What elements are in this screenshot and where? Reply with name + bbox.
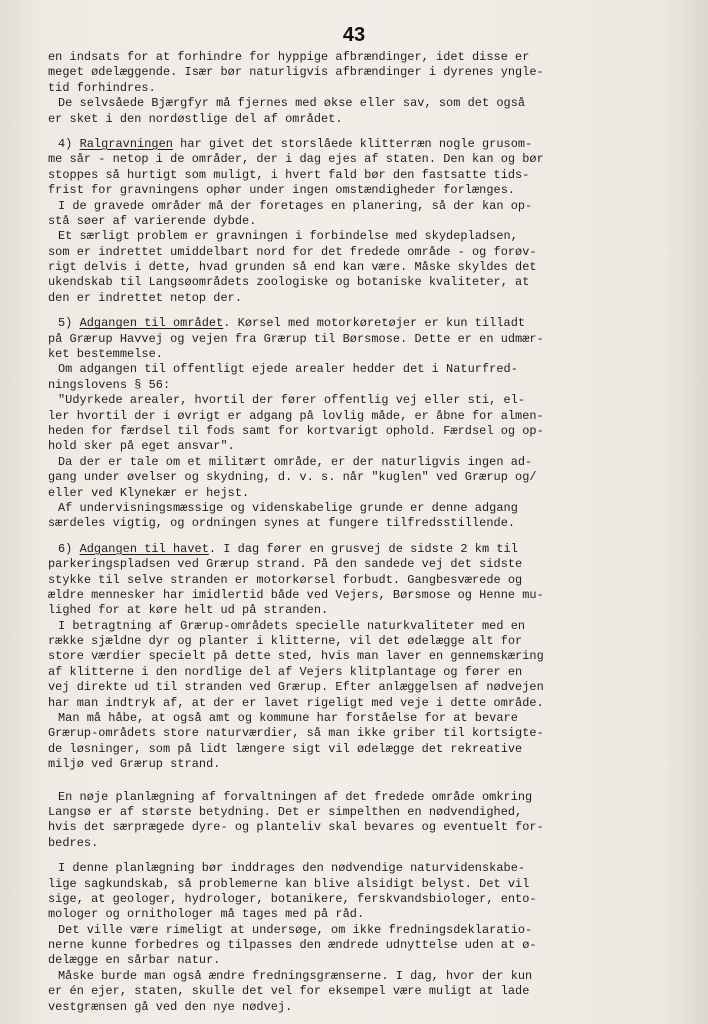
text-line: har man indtryk af, at der er lavet rigeligt med veje i dette område. [48, 695, 544, 710]
text-line: hvis det særprægede dyre- og planteliv skal bevares og eventuelt for- [48, 820, 544, 835]
text-line: eller ved Klynekær er hejst. [48, 485, 250, 500]
text-line: parkeringspladsen ved Grærup strand. På den sandede vej det sidste [48, 557, 523, 572]
text-line: gang under øvelser og skydning, d. v. s. når "kuglen" ved Grærup og/ [48, 470, 537, 485]
text-line: nerne kunne forbedres og tilpasses den ændrede udnyttelse uden at ø- [48, 938, 537, 953]
text-line: lighed for at køre helt ud på stranden. [48, 603, 329, 618]
text-line: De selvsåede Bjærgfyr må fjernes med økse eller sav, som det også [58, 96, 526, 111]
text-line: på Grærup Havvej og vejen fra Grærup til Børsmose. Dette er en udmær- [48, 331, 544, 346]
text-line: I de gravede områder må der foretages en planering, så der kan op- [58, 198, 533, 213]
text-line: rigt delvis i dette, hvad grunden så end kan være. Måske skyldes det [48, 260, 537, 275]
text-line: række sjældne dyr og planter i klitterne, vil det ødelægge alt for [48, 634, 523, 649]
section-5-heading-line: 5) Adgangen til området. Kørsel med motorkøretøjer er kun tilladt [58, 316, 526, 331]
text-line: den er indrettet netop der. [48, 290, 243, 305]
text-line: er sket i den nordøstlige del af området. [48, 111, 343, 126]
quote-line: hold sker på eget ansvar". [48, 439, 235, 454]
text-line: Af undervisningsmæssige og videnskabelige grunde er denne adgang [58, 500, 518, 515]
text-line: af klitterne i den nordlige del af Vejers klitplantage og fører en [48, 664, 523, 679]
text-line: Langsø er af største betydning. Det er simpelthen en nødvendighed, [48, 804, 523, 819]
text-line: stykke til selve stranden er motorkørsel forbudt. Gangbesværede og [48, 572, 523, 587]
text-line: vej direkte ud til stranden ved Grærup. Efter anlæggelsen af nødvejen [48, 680, 544, 695]
text-line: stå søer af varierende dybde. [48, 213, 257, 228]
text-line: Man må håbe, at også amt og kommune har forståelse for at bevare [58, 711, 518, 726]
section-4-heading-line: 4) Ralgravningen har givet det storslåede klitterræn nogle grusom- [58, 136, 533, 151]
text-line: En nøje planlægning af forvaltningen af det fredede område omkring [58, 789, 533, 804]
text-line: Et særligt problem er gravningen i forbindelse med skydepladsen, [58, 229, 518, 244]
text-line: stoppes så hurtigt som muligt, i hvert fald bør den fastsatte tids- [48, 167, 530, 182]
text-line: frist for gravningens ophør under ingen omstændigheder forlænges. [48, 183, 516, 198]
text-line: miljø ved Grærup strand. [48, 757, 221, 772]
text-line: ukendskab til Langsøområdets zoologiske og botaniske kvaliteter, at [48, 275, 530, 290]
quote-line: ler hvortil der i øvrigt er adgang på lovlig måde, er åbne for almen- [48, 408, 544, 423]
text-line: Da der er tale om et militært område, er der naturligvis ingen ad- [58, 454, 533, 469]
text-line: store værdier specielt på dette sted, hvis man laver en gennemskæring [48, 649, 544, 664]
text-line: I denne planlægning bør inddrages den nødvendige naturvidenskabe- [58, 861, 526, 876]
quote-line: "Udyrkede arealer, hvortil der fører offentlig vej eller sti, el- [58, 393, 526, 408]
text-line: lige sagkundskab, så problemerne kan blive alsidigt belyst. Det vil [48, 876, 530, 891]
text-line: en indsats for at forhindre for hyppige afbrændinger, idet disse er [48, 50, 530, 64]
text-line: bedres. [48, 835, 99, 850]
text-line: er én ejer, staten, skulle det vel for eksempel være muligt at lade [48, 984, 530, 999]
text-line: I betragtning af Grærup-områdets specielle naturkvaliteter med en [58, 618, 526, 633]
section-6-title: Adgangen til havet [79, 541, 209, 556]
text-line: ket bestemmelse. [48, 347, 163, 362]
text-line: tid forhindres. [48, 80, 156, 95]
text-line: delægge en sårbar natur. [48, 953, 221, 968]
text-line: de løsninger, som på lidt længere sigt vil ødelægge det rekreative [48, 741, 523, 756]
quote-line: heden for færdsel til fods samt for kortvarigt ophold. Færdsel og op- [48, 423, 544, 438]
page-number: 43 [342, 24, 366, 46]
text-line: ningslovens § 56: [48, 377, 171, 392]
page-body [48, 50, 672, 1015]
section-6-heading-line: 6) Adgangen til havet. I dag fører en grusvej de sidste 2 km til [58, 541, 518, 556]
text-line: særdeles vigtig, og ordningen synes at fungere tilfredsstillende. [48, 516, 516, 531]
text-line: Grærup-områdets store naturværdier, så man ikke griber til kortsigte- [48, 726, 544, 741]
section-4-title: Ralgravningen [79, 136, 173, 151]
text-line: Måske burde man også ændre fredningsgrænserne. I dag, hvor der kun [58, 968, 533, 983]
text-line: ældre mennesker har imidlertid både ved Vejers, Børsmose og Henne mu- [48, 587, 544, 602]
text-line: som er indrettet umiddelbart nord for det fredede område - og forøv- [48, 244, 537, 259]
text-line: sige, at geologer, hydrologer, botanikere, ferskvandsbiologer, ento- [48, 891, 537, 906]
text-line: me sår - netop i de områder, der i dag ejes af staten. Den kan og bør [48, 152, 544, 167]
text-line: Om adgangen til offentligt ejede arealer hedder det i Naturfred- [58, 362, 518, 377]
text-line: vestgrænsen gå ved den nye nødvej. [48, 999, 293, 1014]
text-line: mologer og ornithologer må tages med på råd. [48, 907, 365, 922]
text-line: Det ville være rimeligt at undersøge, om ikke fredningsdeklaratio- [58, 922, 533, 937]
section-5-title: Adgangen til området [79, 316, 224, 331]
text-line: meget ødelæggende. Især bør naturligvis afbrændinger i dyrenes yngle- [48, 65, 544, 80]
